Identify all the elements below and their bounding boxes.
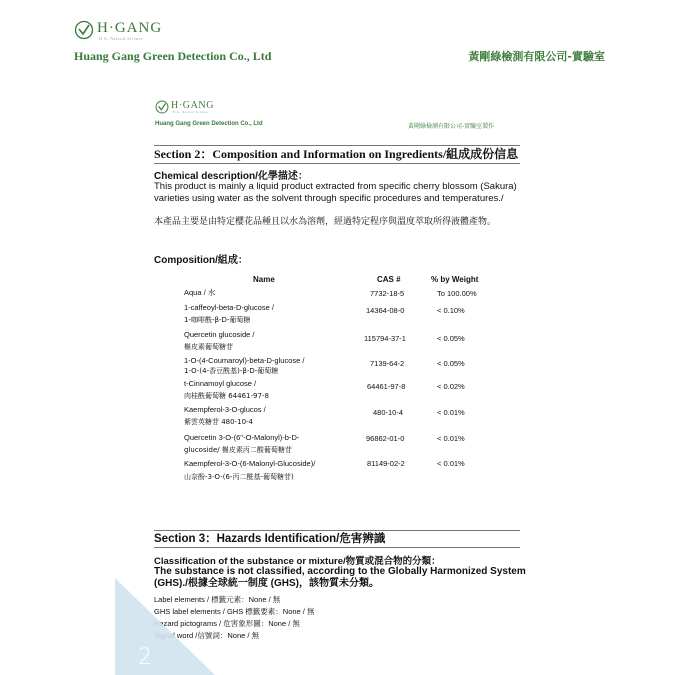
- logo-subtitle: H.G. Natural Science: [99, 36, 144, 41]
- company-name-zh: 黃剛綠檢測有限公司-實驗室: [468, 50, 605, 63]
- table-cell-name: Quercetin glucoside /: [184, 330, 255, 339]
- chemical-description-heading: Chemical description/化學描述：: [154, 171, 308, 182]
- document-logo-text: H·GANG: [171, 100, 215, 111]
- table-cell-name: 1-caffeoyl-beta-D-glucose /: [184, 303, 274, 312]
- logo-leaf-icon: [74, 20, 94, 40]
- company-name-en: Huang Gang Green Detection Co., Ltd: [74, 49, 272, 63]
- hazard-pictograms: Hazard pictograms / 危害象形圖：None / 無: [154, 619, 300, 628]
- chemical-description-text-zh: 本產品主要是由特定櫻花品種且以水為溶劑，經過特定程序與溫度萃取所得液體產物。: [154, 217, 497, 227]
- section-2-title: Section 2：Composition and Information on Ingredients/組成成份信息: [154, 145, 520, 164]
- document-logo-leaf-icon: [155, 100, 169, 114]
- document-company-zh: 黃剛綠檢測有限公司-實驗室製作: [408, 123, 495, 130]
- table-cell-weight: < 0.05%: [437, 334, 465, 343]
- table-cell-cas: 115794-37-1: [364, 334, 406, 343]
- chemical-description-text-en: This product is mainly a liquid product extracted from specific cherry blossom (Sakura) varieties using water as the solvent through specific procedures and temperatures./: [154, 181, 517, 204]
- table-cell-name-zh: 紫雲英糖苷 480-10-4: [184, 418, 253, 426]
- table-cell-weight: < 0.10%: [437, 306, 465, 315]
- table-cell-cas: 96862-01-0: [366, 434, 405, 443]
- composition-heading: Composition/組成：: [154, 255, 248, 266]
- document-logo-subtitle: H.G. Natural Science: [173, 110, 209, 114]
- table-cell-cas: 480-10-4: [373, 408, 404, 417]
- table-cell-weight: To 100.00%: [437, 289, 477, 298]
- table-cell-name: Kaempferol-3-O-glucos /: [184, 405, 266, 414]
- table-cell-weight: < 0.01%: [437, 408, 465, 417]
- section-3-title: Section 3：Hazards Identification/危害辨識: [154, 530, 520, 548]
- table-cell-cas: 7139-64-2: [370, 359, 405, 368]
- company-logo: [74, 20, 162, 41]
- table-cell-cas: 7732-18-5: [370, 289, 405, 298]
- document-company-en: Huang Gang Green Detection Co., Ltd: [155, 121, 263, 127]
- table-cell-name-zh: 肉桂酰葡萄糖 64461-97-8: [184, 392, 269, 400]
- table-cell-name-zh: 1-咖啡酰-β-D-葡萄糖: [184, 316, 251, 324]
- document-logo: [155, 100, 214, 114]
- table-cell-cas: 14364-08-0: [366, 306, 405, 315]
- table-cell-weight: < 0.02%: [437, 382, 465, 391]
- table-header-cas: CAS #: [377, 275, 401, 284]
- table-cell-name-zh: glucoside/ 槲皮素丙二酸葡萄糖苷: [184, 446, 292, 454]
- table-cell-weight: < 0.01%: [437, 434, 465, 443]
- ghs-label-elements: GHS label elements / GHS 標籤要素：None / 無: [154, 607, 315, 616]
- table-cell-name: Quercetin 3-O-(6''-O-Malonyl)-b-D-: [184, 433, 300, 442]
- page-corner-decoration: [115, 578, 215, 675]
- table-cell-name: Kaempferol-3-O-(6-Malonyl-Glucoside)/: [184, 459, 316, 468]
- table-cell-cas: 64461-97-8: [367, 382, 406, 391]
- table-cell-name: Aqua / 水: [184, 288, 216, 297]
- composition-table: [184, 287, 524, 487]
- table-header-name: Name: [253, 275, 275, 284]
- signal-word: Signal word /信號詞：None / 無: [154, 631, 260, 640]
- table-header-weight: % by Weight: [431, 275, 479, 284]
- table-cell-name: 1-O-(4-Coumaroyl)-beta-D-glucose /: [184, 356, 305, 365]
- table-cell-name: t-Cinnamoyl glucose /: [184, 379, 257, 388]
- label-elements: Label elements / 標籤元素：None / 無: [154, 595, 281, 604]
- table-cell-name-zh: 槲皮素葡萄糖苷: [184, 343, 233, 351]
- page-number: 2: [138, 645, 152, 670]
- classification-heading: Classification of the substance or mixture/物質或混合物的分類：: [154, 556, 441, 567]
- table-cell-name-zh: 山奈酚-3-O-(6-丙二酰基-葡萄糖苷): [184, 473, 294, 481]
- table-cell-weight: < 0.01%: [437, 459, 465, 468]
- classification-text: The substance is not classified, according to the Globally Harmonized System (GHS)./根據全球統一制度 (GHS)，該物質未分類。: [154, 566, 526, 589]
- table-cell-cas: 81149-02-2: [367, 459, 405, 468]
- table-cell-name-zh: 1-O-(4-香豆酰基)-β-D-葡萄糖: [184, 367, 279, 375]
- logo-text: H·GANG: [97, 20, 163, 36]
- table-cell-weight: < 0.05%: [437, 359, 465, 368]
